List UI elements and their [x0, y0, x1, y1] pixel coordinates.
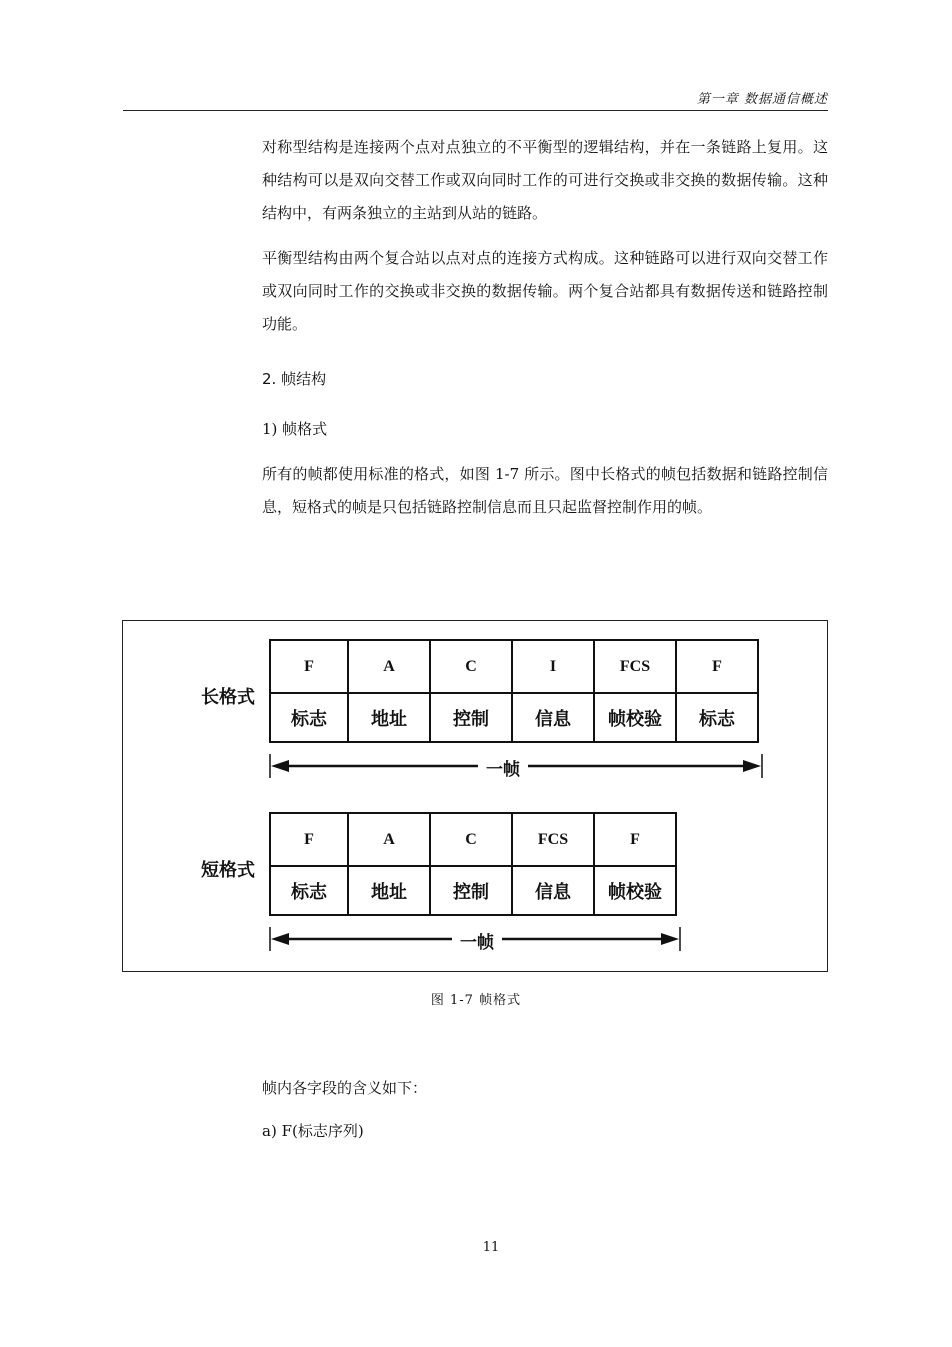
page-number: 11	[482, 1240, 500, 1255]
long-code-cell: I	[512, 640, 594, 693]
short-code-cell: C	[430, 813, 512, 866]
running-header: 第一章 数据通信概述	[696, 92, 828, 107]
paragraph-frame-format: 所有的帧都使用标准的格式，如图 1-7 所示。图中长格式的帧包括数据和链路控制信息，短格式的帧是只包括链路控制信息而且只起监督控制作用的帧。	[262, 465, 828, 516]
short-frame-span-label: 一帧	[452, 928, 502, 953]
short-name-cell: 帧校验	[594, 866, 676, 915]
paragraph-balanced-structure: 平衡型结构由两个复合站以点对点的连接方式构成。这种链路可以进行双向交替工作或双向同时工作的交换或非交换的数据传输。两个复合站都具有数据传送和链路控制功能。	[262, 249, 828, 333]
header-rule	[123, 110, 828, 111]
long-name-cell: 标志	[676, 693, 758, 742]
long-format-table	[269, 639, 759, 743]
short-format-label: 短格式	[201, 860, 255, 881]
short-format-table	[269, 812, 677, 916]
short-code-cell: F	[594, 813, 676, 866]
long-name-cell: 地址	[348, 693, 430, 742]
long-name-cell: 信息	[512, 693, 594, 742]
list-item-flag-sequence: a) F(标志序列)	[262, 1122, 364, 1140]
short-name-cell: 控制	[430, 866, 512, 915]
short-name-cell: 信息	[512, 866, 594, 915]
long-name-cell: 控制	[430, 693, 512, 742]
short-name-cell: 地址	[348, 866, 430, 915]
long-code-cell: FCS	[594, 640, 676, 693]
long-code-cell: F	[270, 640, 348, 693]
section-heading-frame-structure: 2. 帧结构	[262, 370, 327, 388]
long-code-cell: F	[676, 640, 758, 693]
paragraph-field-meaning-intro: 帧内各字段的含义如下：	[262, 1079, 428, 1097]
long-name-cell: 帧校验	[594, 693, 676, 742]
figure-caption: 图 1-7 帧格式	[430, 993, 522, 1008]
paragraph-symmetric-structure: 对称型结构是连接两个点对点独立的不平衡型的逻辑结构，并在一条链路上复用。这种结构可以是双向交替工作或双向同时工作的可进行交换或非交换的数据传输。这种结构中，有两条独立的主站到从站的链路。	[262, 138, 828, 222]
long-code-cell: C	[430, 640, 512, 693]
short-name-cell: 标志	[270, 866, 348, 915]
short-code-cell: A	[348, 813, 430, 866]
long-code-cell: A	[348, 640, 430, 693]
long-frame-span-label: 一帧	[478, 755, 528, 780]
subsection-heading-frame-format: 1) 帧格式	[262, 420, 328, 438]
short-code-cell: F	[270, 813, 348, 866]
long-format-label: 长格式	[201, 687, 255, 708]
short-code-cell: FCS	[512, 813, 594, 866]
long-name-cell: 标志	[270, 693, 348, 742]
